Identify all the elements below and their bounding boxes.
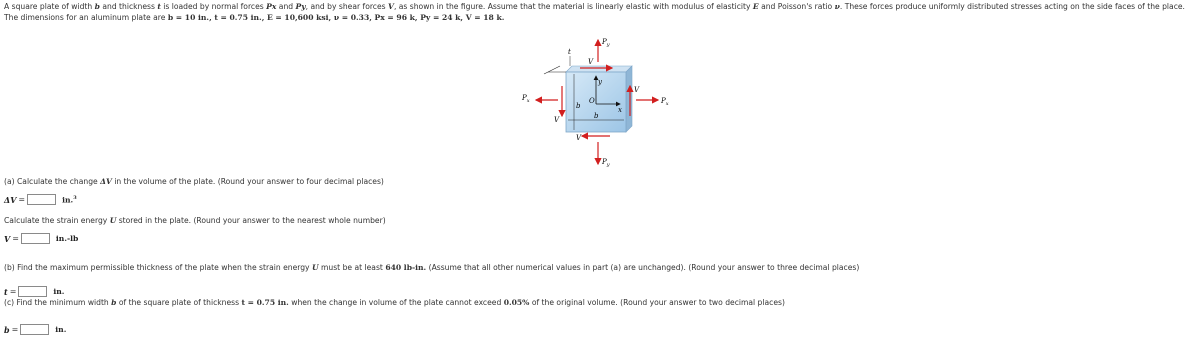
- var-e: E: [752, 2, 759, 11]
- strain-energy-text-post: stored in the plate. (Round your answer to the nearest whole number): [116, 216, 386, 225]
- part-a-text-post: in the volume of the plate. (Round your answer to four decimal places): [111, 177, 384, 186]
- width-row: [4, 324, 66, 335]
- delta-v-equals: =: [18, 195, 26, 204]
- part-b-text-mid: must be at least: [318, 263, 386, 272]
- plate-side-edge: [626, 66, 632, 132]
- part-b-energy-value: 640 lb-in.: [385, 263, 427, 272]
- delta-v-symbol: ΔV: [100, 177, 112, 186]
- delta-v-unit-sup: 3: [73, 194, 77, 201]
- strain-energy-label: V: [4, 233, 11, 244]
- var-nu: ν: [834, 2, 840, 11]
- var-b: b: [94, 2, 100, 11]
- part-c-text-post: of the original volume. (Round your answer to two decimal places): [529, 298, 785, 307]
- width-unit: in.: [55, 325, 67, 334]
- part-a-prompt-2: [4, 216, 386, 225]
- part-c-text-mid2: when the change in volume of the plate cannot exceed: [288, 298, 504, 307]
- plate-thickness-edge: [566, 66, 632, 72]
- part-c-text-mid1: of the square plate of thickness: [116, 298, 242, 307]
- strain-energy-row: [4, 233, 78, 244]
- label-v-left: V: [554, 116, 560, 124]
- thickness-row: [4, 286, 64, 297]
- label-v-bottom: V: [576, 134, 582, 142]
- thickness-equals: =: [9, 287, 17, 296]
- label-v-right: V: [634, 86, 640, 94]
- label-t: t: [568, 48, 571, 56]
- plate-figure: [500, 34, 700, 174]
- delta-v-unit-text: in.: [62, 195, 74, 205]
- part-c-percent-value: 0.05%: [503, 298, 530, 307]
- part-c-thickness-value: t = 0.75 in.: [241, 298, 289, 307]
- problem-text-3: is loaded by normal forces: [160, 2, 267, 11]
- label-px-left: $P_x$: [522, 94, 530, 104]
- label-py-bottom: $P_y$: [602, 158, 610, 168]
- label-px-right: $P_x$: [661, 97, 669, 107]
- label-b-bottom: b: [594, 112, 599, 120]
- delta-v-unit: [62, 195, 77, 205]
- part-c-b-symbol: b: [111, 298, 117, 307]
- label-v-top: V: [588, 58, 594, 66]
- thickness-dim-line: [544, 66, 560, 74]
- part-b-text-post: (Assume that all other numerical values in part (a) are unchanged). (Round your answer to three decimal places): [426, 263, 860, 272]
- thickness-input[interactable]: [18, 286, 47, 297]
- problem-text-2: and thickness: [99, 2, 158, 11]
- thickness-unit: in.: [53, 287, 65, 296]
- width-equals: =: [11, 325, 19, 334]
- label-py-top: $P_y$: [602, 38, 610, 48]
- var-py: Py: [295, 2, 306, 11]
- strain-energy-symbol: U: [109, 216, 117, 225]
- problem-text-4: and: [276, 2, 296, 11]
- strain-energy-equals: =: [12, 234, 19, 243]
- delta-v-label: ΔV: [4, 194, 17, 205]
- strain-energy-unit: in.-lb: [55, 234, 79, 243]
- thickness-label: t: [4, 286, 8, 297]
- part-b-u-symbol: U: [311, 263, 319, 272]
- label-y: y: [598, 78, 602, 86]
- var-t: t: [157, 2, 161, 11]
- delta-v-input[interactable]: [27, 194, 56, 205]
- part-b-text-pre: (b) Find the maximum permissible thickness of the plate when the strain energy: [4, 263, 312, 272]
- label-x: x: [618, 106, 622, 114]
- strain-energy-input[interactable]: [21, 233, 50, 244]
- problem-text-6: , as shown in the figure. Assume that the material is linearly elastic with modulus of elasticity: [393, 2, 753, 11]
- problem-text-7: and Poisson's ratio: [758, 2, 835, 11]
- delta-v-row: [4, 194, 77, 205]
- problem-text-1: A square plate of width: [4, 2, 95, 11]
- problem-statement: [4, 1, 1196, 23]
- var-v: V: [388, 2, 394, 11]
- part-a-text-pre: (a) Calculate the change: [4, 177, 101, 186]
- problem-text-8: . These forces produce uniformly distributed stresses acting on the side faces of the place. The dimensions for an aluminum plate are: [4, 2, 1185, 22]
- problem-values: b = 10 in., t = 0.75 in., E = 10,600 ksi, ν = 0.33, Px = 96 k, Py = 24 k, V = 18 k.: [167, 13, 505, 22]
- label-origin: O: [589, 97, 595, 105]
- problem-text-5: , and by shear forces: [305, 2, 389, 11]
- var-px: Px: [266, 2, 277, 11]
- label-b-left: b: [576, 102, 581, 110]
- width-label: b: [4, 324, 10, 335]
- part-c-prompt: [4, 298, 785, 307]
- part-c-text-pre: (c) Find the minimum width: [4, 298, 112, 307]
- part-a-prompt-1: [4, 177, 384, 186]
- strain-energy-text-pre: Calculate the strain energy: [4, 216, 110, 225]
- part-b-prompt: [4, 263, 859, 272]
- width-input[interactable]: [20, 324, 49, 335]
